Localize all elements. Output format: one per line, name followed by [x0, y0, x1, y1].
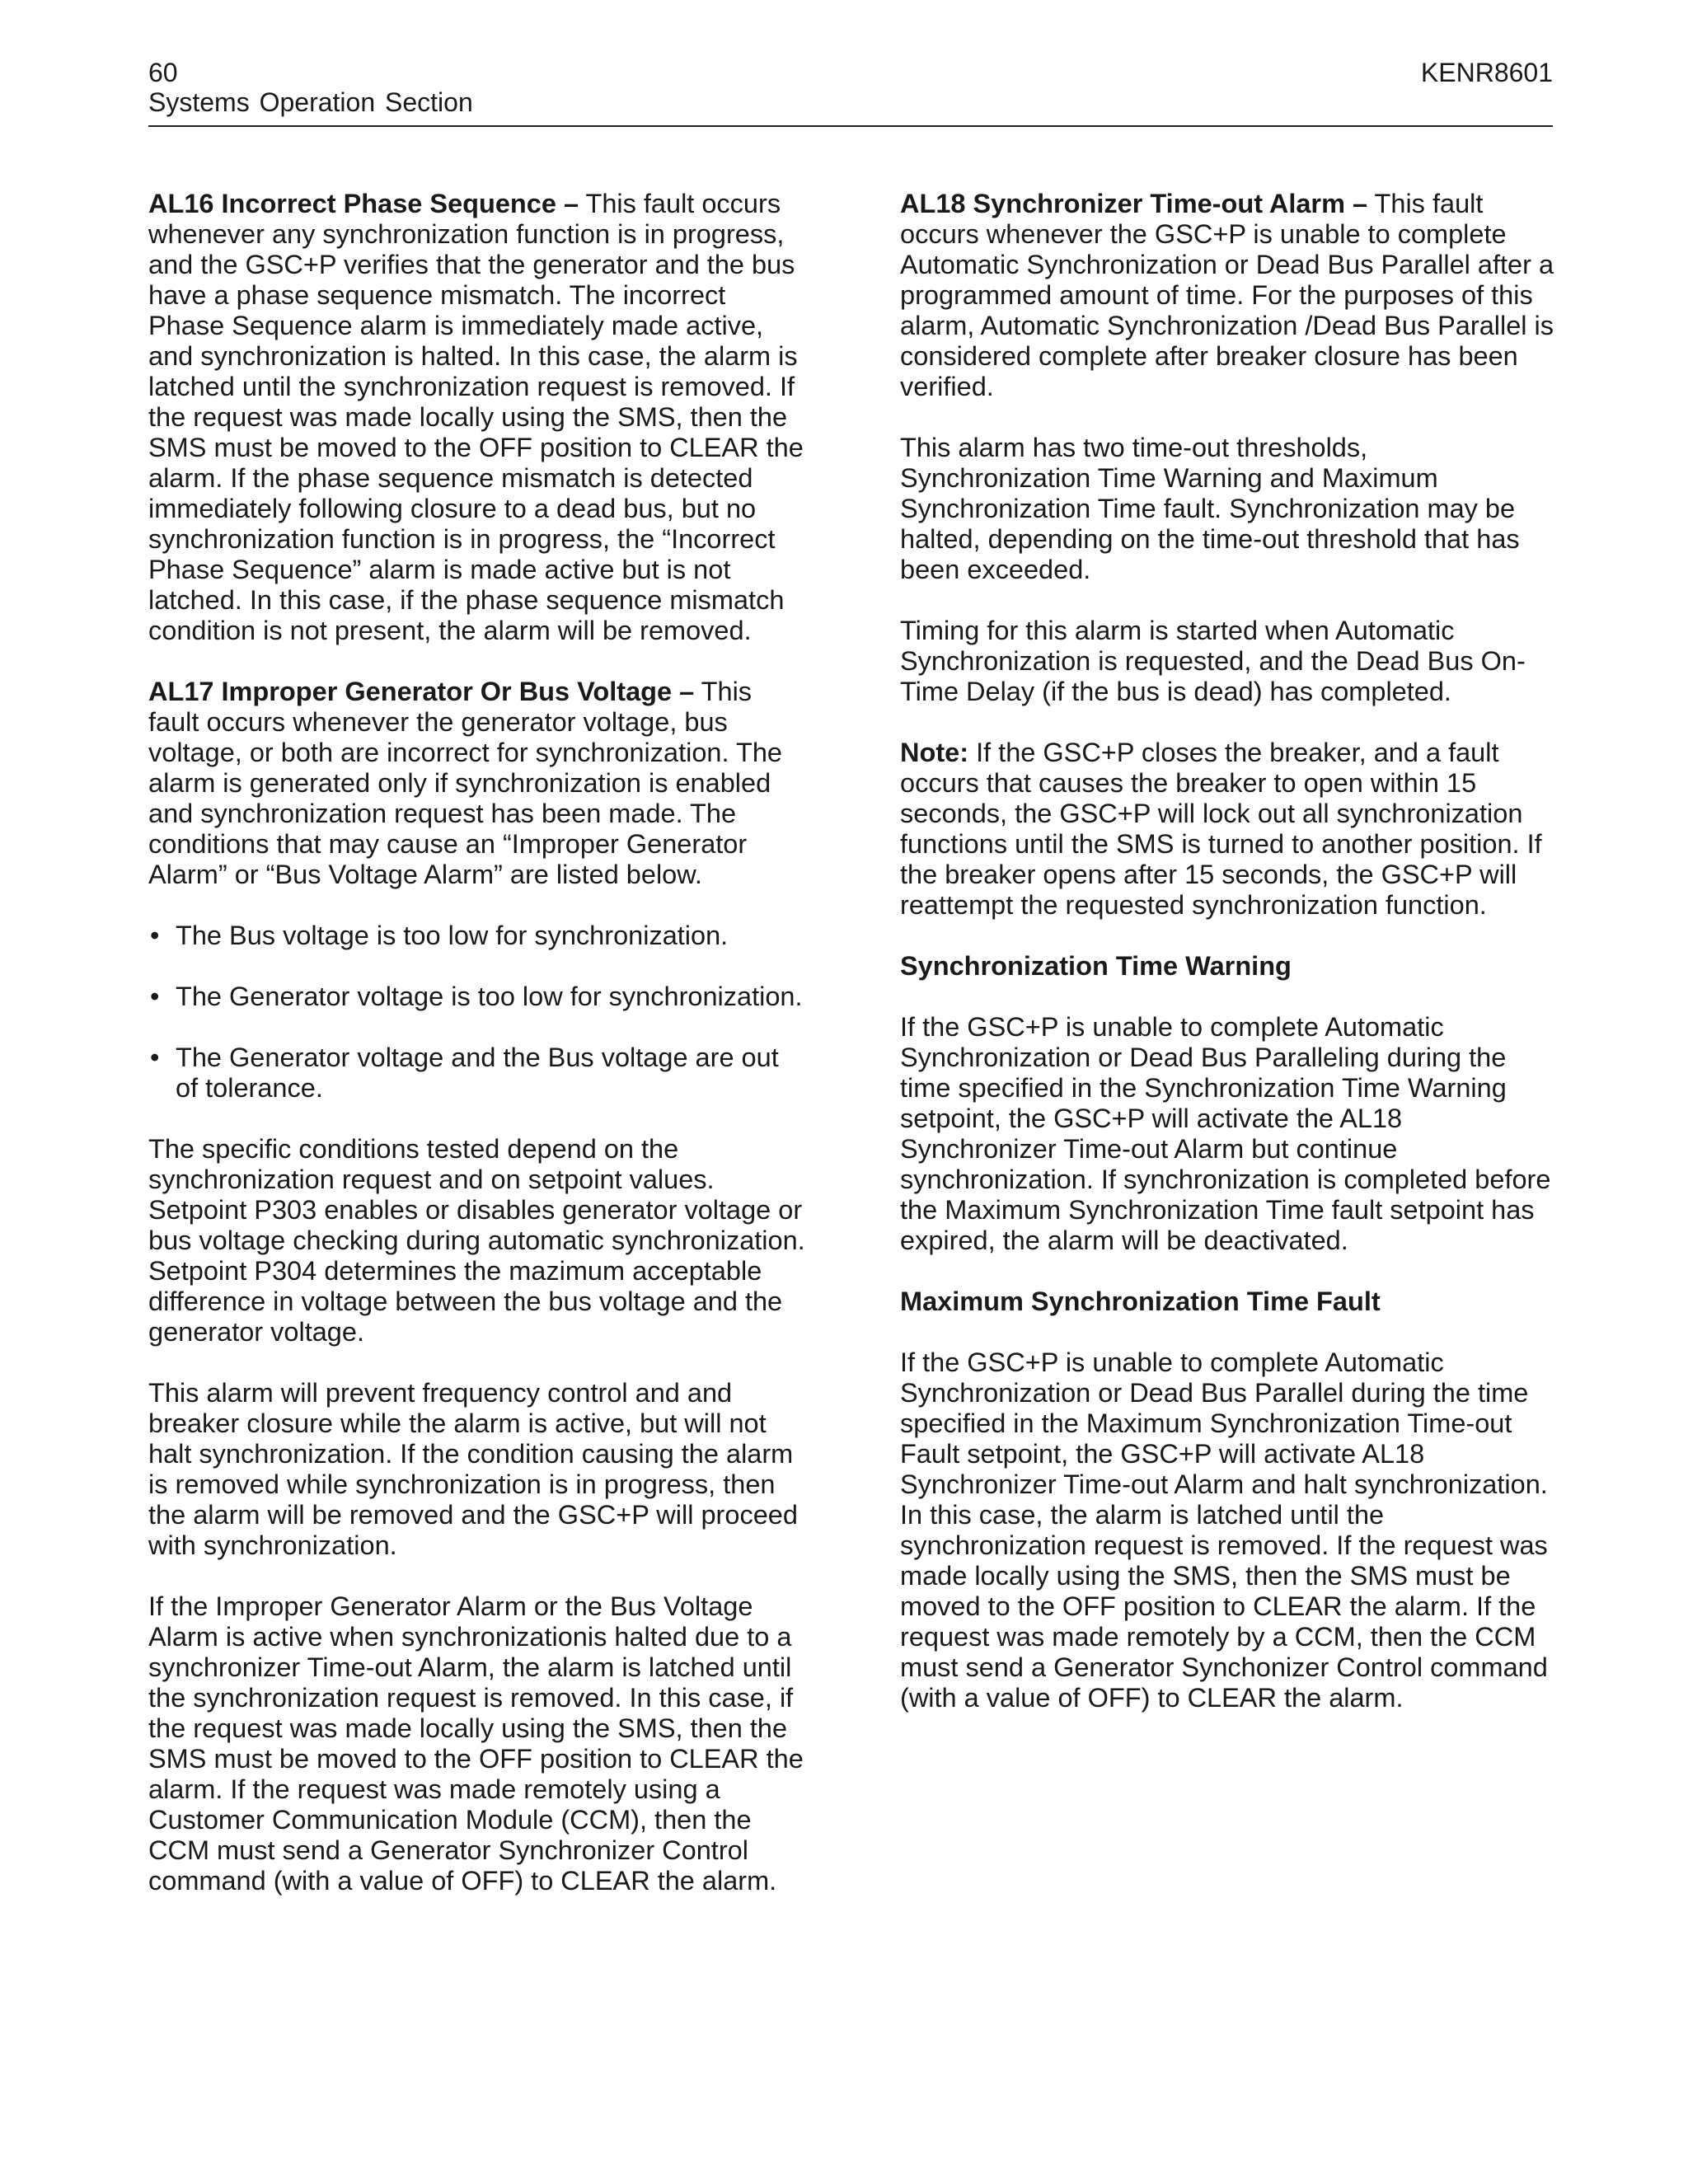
al16-title: AL16 Incorrect Phase Sequence –: [148, 189, 579, 218]
sync-time-warning-paragraph: If the GSC+P is unable to complete Automatic Synchronization or Dead Bus Paralleling during the time specified in the Synchronization Time Warning setpoint, the GSC+P will activate the AL18 Synchronizer Time-out Alarm but continue synchronization. If synchronization is completed before the Maximum Synchronization Time fault setpoint has expired, the alarm will be deactivated.: [900, 1012, 1551, 1255]
right-column: [900, 189, 1556, 1744]
list-item-text: The Generator voltage is too low for synchronization.: [176, 982, 803, 1011]
max-sync-time-fault-paragraph: If the GSC+P is unable to complete Automatic Synchronization or Dead Bus Parallel during the time specified in the Maximum Synchronization Time-out Fault setpoint, the GSC+P will activate AL18 Synchronizer Time-out Alarm and halt synchronization. In this case, the alarm is latched until the synchronization request is removed. If the request was made locally using the SMS, then the SMS must be moved to the OFF position to CLEAR the alarm. If the request was made remotely by a CCM, then the CCM must send a Generator Synchonizer Control command (with a value of OFF) to CLEAR the alarm.: [900, 1347, 1548, 1713]
bullet-icon: •: [150, 1043, 160, 1072]
list-item: [148, 1043, 808, 1104]
al18-paragraph: [900, 189, 1556, 402]
bullet-icon: •: [150, 921, 160, 950]
improper-alarm-paragraph: If the Improper Generator Alarm or the Bus Voltage Alarm is active when synchronizationis halted due to a synchronizer Time-out Alarm, the alarm is latched until the synchronization request is removed. In this case, if the request was made locally using the SMS, then the SMS must be moved to the OFF position to CLEAR the alarm. If the request was made remotely using a Customer Communication Module (CCM), then the CCM must send a Generator Synchronizer Control command (with a value of OFF) to CLEAR the alarm.: [148, 1591, 804, 1896]
timing-paragraph: Timing for this alarm is started when Automatic Synchronization is requested, and the Dead Bus On-Time Delay (if the bus is dead) has completed.: [900, 616, 1526, 706]
bullet-icon: •: [150, 982, 160, 1011]
al16-paragraph: [148, 189, 808, 646]
al17-body: This fault occurs whenever the generator voltage, bus voltage, or both are incorrect for synchronization. The alarm is generated only if synchronization is enabled and synchronization request has been made. The conditions that may cause an “Improper Generator Alarm” or “Bus Voltage Alarm” are listed below.: [148, 677, 782, 889]
al18-body: This fault occurs whenever the GSC+P is unable to complete Automatic Synchronization or Dead Bus Parallel after a programmed amount of time. For the purposes of this alarm, Automatic Synchronization /Dead Bus Parallel is considered complete after breaker closure has been verified.: [900, 189, 1554, 401]
page-number: 60: [148, 58, 178, 87]
document-id: KENR8601: [1420, 58, 1553, 87]
note-paragraph: [900, 738, 1556, 921]
page-header: [148, 51, 1553, 127]
thresholds-paragraph: This alarm has two time-out thresholds, Synchronization Time Warning and Maximum Synchronization Time fault. Synchronization may be halted, depending on the time-out threshold that has been exceeded.: [900, 433, 1520, 584]
section-title: Systems Operation Section: [148, 87, 473, 117]
al18-title: AL18 Synchronizer Time-out Alarm –: [900, 189, 1368, 218]
left-column: [148, 189, 808, 1927]
al17-paragraph: [148, 677, 808, 890]
al17-title: AL17 Improper Generator Or Bus Voltage –: [148, 677, 695, 706]
list-item: [148, 921, 808, 951]
list-item-text: The Generator voltage and the Bus voltage are out of tolerance.: [176, 1043, 779, 1103]
condition-list: [148, 921, 808, 1104]
list-item-text: The Bus voltage is too low for synchronization.: [176, 921, 729, 950]
note-label: Note:: [900, 738, 969, 767]
list-item: [148, 982, 808, 1012]
sync-time-warning-heading: Synchronization Time Warning: [900, 951, 1292, 981]
note-text: If the GSC+P closes the breaker, and a fault occurs that causes the breaker to open within 15 seconds, the GSC+P will lock out all synchronization functions until the SMS is turned to another position. If the breaker opens after 15 seconds, the GSC+P will reattempt the requested synchronization function.: [900, 738, 1542, 920]
prevent-paragraph: This alarm will prevent frequency control and and breaker closure while the alarm is active, but will not halt synchronization. If the condition causing the alarm is removed while synchronization is in progress, then the alarm will be removed and the GSC+P will proceed with synchronization.: [148, 1378, 798, 1560]
max-sync-time-fault-heading: Maximum Synchronization Time Fault: [900, 1286, 1381, 1316]
conditions-paragraph: The specific conditions tested depend on the synchronization request and on setpoint values. Setpoint P303 enables or disables generator voltage or bus voltage checking during automatic synchronization. Setpoint P304 determines the mazimum acceptable difference in voltage between the bus voltage and the generator voltage.: [148, 1134, 805, 1347]
al16-body: This fault occurs whenever any synchronization function is in progress, and the GSC+P verifies that the generator and the bus have a phase sequence mismatch. The incorrect Phase Sequence alarm is immediately made active, and synchronization is halted. In this case, the alarm is latched until the synchronization request is removed. If the request was made locally using the SMS, then the SMS must be moved to the OFF position to CLEAR the alarm. If the phase sequence mismatch is detected immediately following closure to a dead bus, but no synchronization function is in progress, the “Incorrect Phase Sequence” alarm is made active but is not latched. In this case, if the phase sequence mismatch condition is not present, the alarm will be removed.: [148, 189, 804, 645]
